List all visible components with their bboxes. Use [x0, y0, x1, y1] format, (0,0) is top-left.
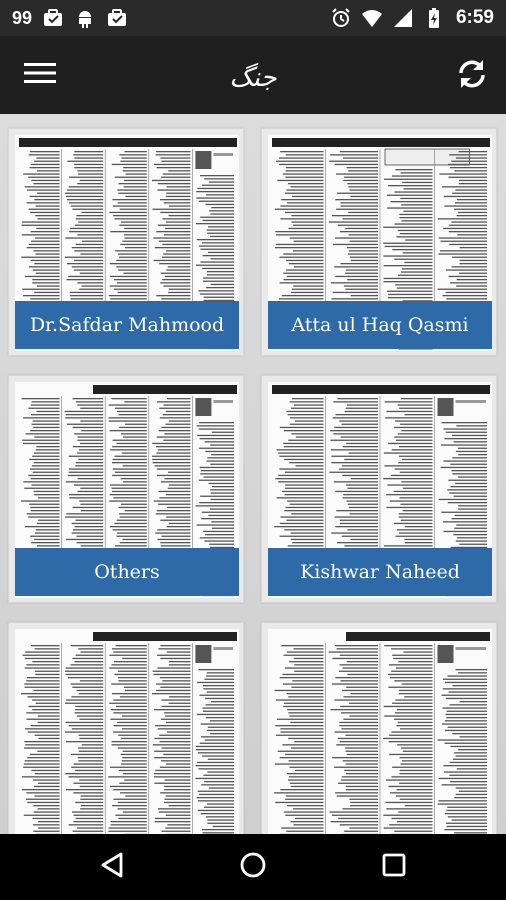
status-left [12, 6, 128, 30]
columnist-tile[interactable] [8, 128, 244, 356]
columnist-tile[interactable] [8, 375, 244, 603]
status-bar [0, 0, 506, 36]
columnist-label: Kishwar Naheed [268, 548, 492, 596]
alarm-icon [330, 7, 352, 29]
back-icon [99, 851, 125, 883]
columnist-label: Others [15, 548, 239, 596]
newspaper-thumbnail [268, 629, 492, 834]
svg-text:جنگ: جنگ [229, 63, 277, 93]
columnist-tile[interactable] [261, 622, 497, 834]
notification-count: 99 [12, 7, 33, 28]
signal-icon [392, 7, 414, 29]
hamburger-menu-icon [24, 62, 56, 88]
columnist-tile[interactable] [261, 375, 497, 603]
app-logo [223, 54, 283, 98]
home-icon [239, 851, 267, 883]
status-time: 6:59 [455, 7, 494, 28]
android-icon [74, 7, 96, 29]
navigation-bar [0, 834, 506, 900]
menu-button[interactable] [20, 58, 60, 92]
columnist-label: Dr.Safdar Mahmood [15, 301, 239, 349]
status-right [330, 6, 494, 30]
battery-charging-icon [423, 7, 445, 29]
recents-button[interactable] [374, 847, 414, 887]
newspaper-thumbnail [15, 629, 239, 834]
home-button[interactable] [233, 847, 273, 887]
refresh-icon [454, 56, 490, 96]
columnist-grid [0, 114, 506, 834]
app-bar [0, 36, 506, 114]
columnist-tile[interactable] [8, 622, 244, 834]
back-button[interactable] [92, 847, 132, 887]
wifi-icon [361, 7, 383, 29]
briefcase-icon [106, 7, 128, 29]
lock-briefcase-icon [42, 7, 64, 29]
recents-icon [381, 852, 407, 882]
jang-logo-icon [225, 56, 281, 96]
columnist-tile[interactable] [261, 128, 497, 356]
columnist-label: Atta ul Haq Qasmi [268, 301, 492, 349]
refresh-button[interactable] [452, 56, 492, 96]
